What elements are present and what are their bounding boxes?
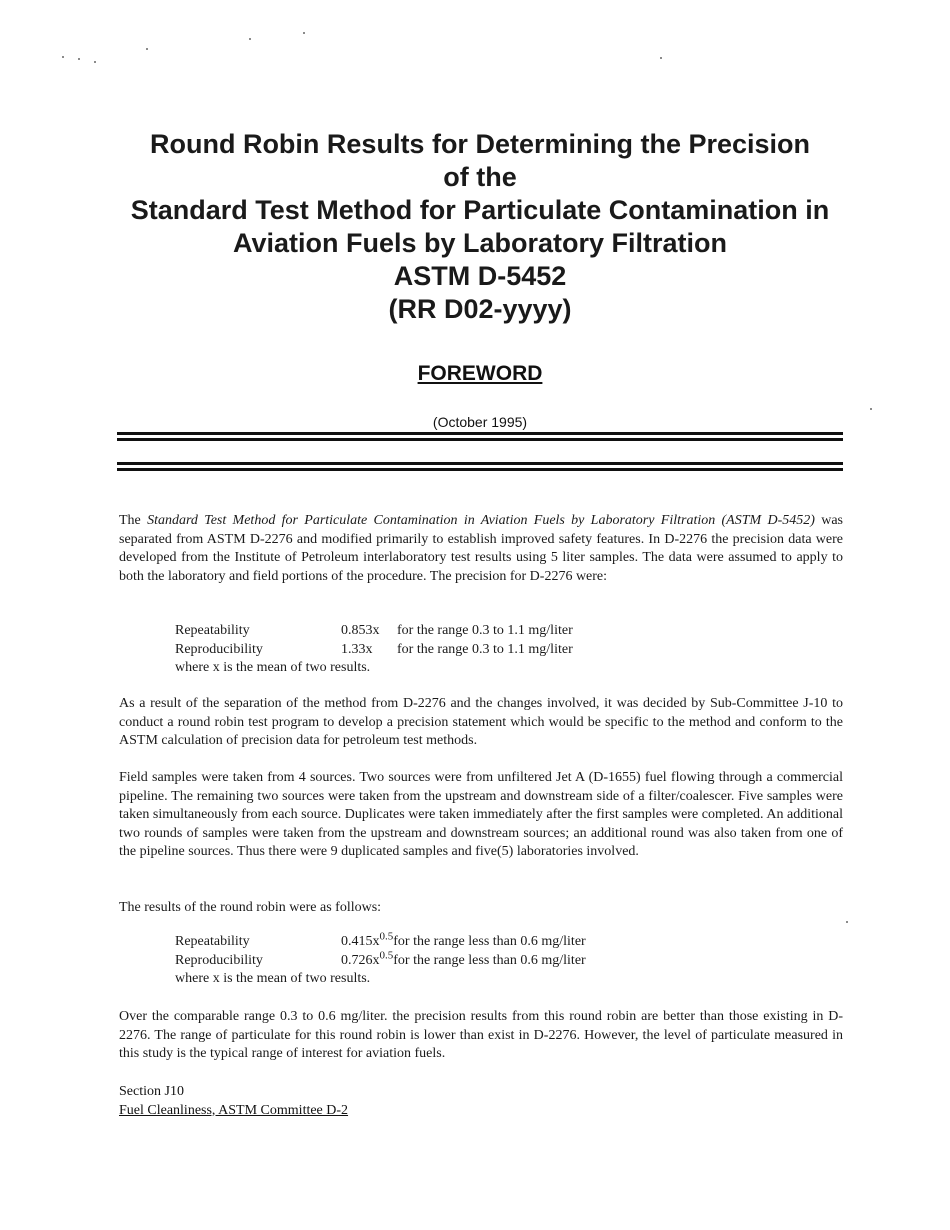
scan-speck (660, 57, 662, 59)
document-title (70, 128, 890, 326)
scan-speck (94, 61, 96, 63)
precision-value: 0.853x (341, 623, 380, 638)
new-precision-table (175, 930, 586, 989)
precision-range: for the range less than 0.6 mg/liter (393, 952, 586, 968)
precision-range: for the range 0.3 to 1.1 mg/liter (397, 623, 573, 638)
precision-value: 1.33x (341, 641, 373, 657)
comparison-paragraph: Over the comparable range 0.3 to 0.6 mg/liter. the precision results from this round robin are better than those existing in D-2276. The range of particulate for this round robin is lower than exist in D-2276. However, the level of particulate measured in this study is the typical range of interest for aviation fuels. (119, 1009, 843, 1061)
title-line: Standard Test Method for Particulate Contamination in (130, 195, 830, 225)
title-line: (RR D02-yyyy) (388, 294, 572, 324)
section-label: Section J10 (119, 1084, 184, 1099)
scan-speck (870, 408, 872, 410)
precision-note: where x is the mean of two results. (175, 660, 371, 675)
precision-value: $0.726x^{0.5}$ (341, 948, 394, 968)
intro-paragraph (119, 512, 843, 586)
double-rule-top (117, 438, 843, 441)
committee-label: Fuel Cleanliness, ASTM Committee D-2 (119, 1102, 349, 1118)
foreword-heading: FOREWORD (417, 362, 543, 385)
scan-speck (249, 38, 251, 40)
intro-rest: was separated from ASTM D-2276 and modified primarily to establish improved safety features. In D-2276 the precision data were developed from the Institute of Petroleum interlaboratory test results using 5 liter samples. The data were assumed to apply to both the laboratory and field portions of the procedure. The precision for D-2276 were: (119, 513, 843, 584)
title-line: Round Robin Results for Determining the Precision (149, 129, 811, 159)
footer (119, 1083, 348, 1120)
samples-paragraph: Field samples were taken from 4 sources. Two sources were from unfiltered Jet A (D-1655) fuel flowing through a commercial pipeline. The remaining two sources were taken from the upstream and downstream side of a filter/coalescer. Five samples were taken simultaneously from each source. Duplicates were taken immediately after the first samples were completed. An additional two rounds of samples were taken from the upstream and downstream sources; an additional round was also taken from one of the pipeline sources. Thus there were 9 duplicated samples and five(5) laboratories involved. (119, 770, 843, 859)
scan-speck (62, 56, 64, 58)
precision-row (175, 641, 573, 660)
precision-range: for the range 0.3 to 1.1 mg/liter (397, 641, 573, 657)
scan-speck (78, 58, 80, 60)
separation-paragraph: As a result of the separation of the method from D-2276 and the changes involved, it was decided by Sub-Committee J-10 to conduct a round robin test program to develop a precision statement which would be specific to the method and conform to the ASTM calculation of precision data for petroleum test methods. (119, 696, 843, 748)
double-rule-bottom (117, 468, 843, 471)
precision-value: $0.415x^{0.5}$ (341, 930, 394, 949)
scan-speck (303, 32, 305, 34)
precision-note: where x is the mean of two results. (175, 971, 371, 986)
title-line: of the (443, 162, 517, 192)
precision-row (175, 948, 586, 971)
precision-label: Reproducibility (175, 952, 263, 968)
results-intro: The results of the round robin were as follows: (119, 900, 382, 915)
double-rule-top (117, 432, 843, 435)
precision-range: for the range less than 0.6 mg/liter (393, 934, 586, 949)
title-line: Aviation Fuels by Laboratory Filtration (232, 228, 728, 258)
double-rule-bottom (117, 462, 843, 465)
intro-lead: The (119, 513, 148, 528)
old-precision-table (175, 622, 573, 678)
method-title-italic: Standard Test Method for Particulate Contamination in Aviation Fuels by Laboratory Filtration (ASTM D-5452) (147, 513, 815, 528)
precision-label: Repeatability (175, 623, 250, 638)
title-line: ASTM D-5452 (393, 261, 567, 291)
foreword-date: (October 1995) (432, 414, 528, 430)
scan-speck (846, 921, 848, 923)
scan-speck (146, 48, 148, 50)
precision-label: Reproducibility (175, 641, 263, 657)
precision-label: Repeatability (175, 934, 250, 949)
precision-row (175, 622, 573, 641)
